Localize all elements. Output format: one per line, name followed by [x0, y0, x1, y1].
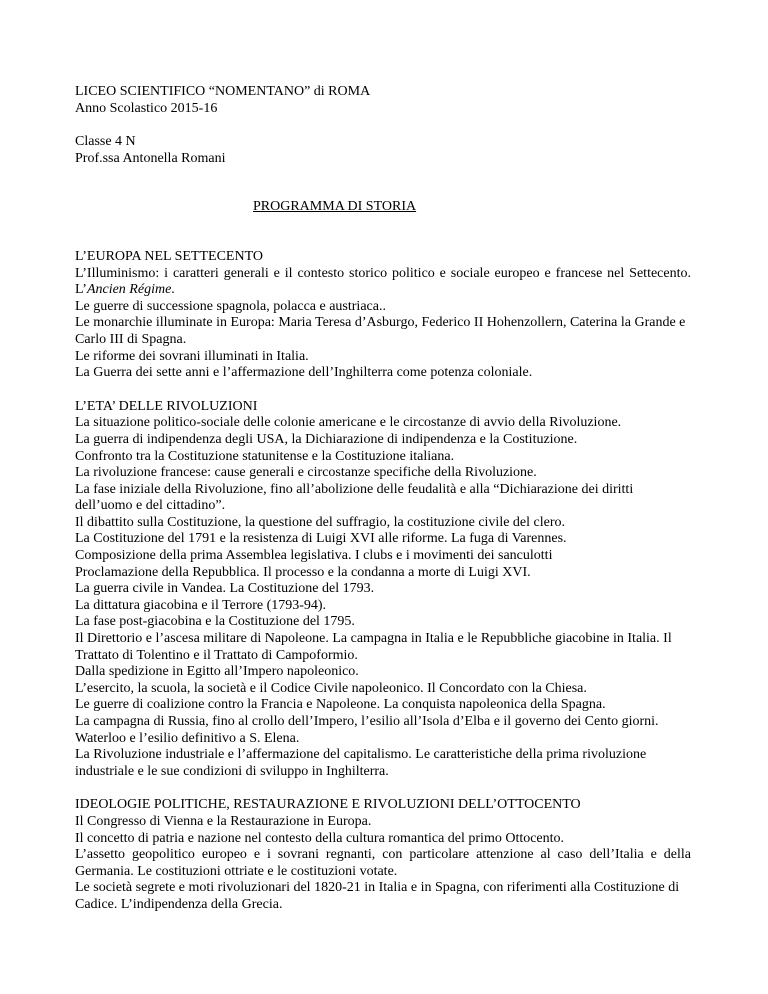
- paragraph: Composizione della prima Assemblea legislativa. I clubs e i movimenti dei sanculotti: [75, 548, 553, 564]
- emphasis-text: Ancien Régime: [86, 282, 172, 298]
- section-heading: IDEOLOGIE POLITICHE, RESTAURAZIONE E RIVOLUZIONI DELL’OTTOCENTO: [75, 797, 581, 813]
- section-heading: L’EUROPA NEL SETTECENTO: [75, 248, 263, 264]
- document-title: PROGRAMMA DI STORIA: [253, 199, 417, 215]
- paragraph: Il dibattito sulla Costituzione, la questione del suffragio, la costituzione civile del clero.: [75, 514, 566, 530]
- school-name: LICEO SCIENTIFICO “NOMENTANO” di ROMA: [75, 84, 371, 99]
- section-ideologie-ottocento: [75, 797, 691, 913]
- teacher-name: Prof.ssa Antonella Romani: [75, 150, 226, 166]
- section-heading: L’ETA’ DELLE RIVOLUZIONI: [75, 398, 258, 414]
- paragraph: Il Direttorio e l’ascesa militare di Napoleone. La campagna in Italia e le Repubbliche giacobine in Italia. Il Trattato di Tolentino e il Trattato di Campoformio.: [75, 631, 672, 663]
- paragraph: Il Congresso di Vienna e la Restaurazione in Europa.: [75, 813, 372, 829]
- paragraph: Dalla spedizione in Egitto all’Impero napoleonico.: [75, 664, 359, 680]
- document-header: [75, 84, 691, 167]
- section-eta-rivoluzioni: [75, 399, 691, 781]
- paragraph: La rivoluzione francese: cause generali e circostanze specifiche della Rivoluzione.: [75, 465, 537, 481]
- paragraph: La fase iniziale della Rivoluzione, fino all’abolizione delle feudalità e alla “Dichiarazione dei diritti dell’uomo e del cittadino”.: [75, 481, 634, 514]
- paragraph: La guerra di indipendenza degli USA, la Dichiarazione di indipendenza e la Costituzione.: [75, 431, 578, 447]
- paragraph: L’assetto geopolitico europeo e i sovrani regnanti, con particolare attenzione al caso dell’Italia e della Germania. Le costituzioni ottriate e le costituzioni votate.: [75, 847, 691, 879]
- paragraph: La campagna di Russia, fino al crollo dell’Impero, l’esilio all’Isola d’Elba e il governo dei Cento giorni. Waterloo e l’esilio definitivo a S. Elena.: [75, 714, 659, 746]
- document-page: [75, 84, 691, 931]
- school-year: Anno Scolastico 2015-16: [75, 100, 218, 116]
- class-name: Classe 4 N: [75, 134, 136, 150]
- paragraph: La dittatura giacobina e il Terrore (1793-94).: [75, 597, 327, 613]
- paragraph: La fase post-giacobina e la Costituzione del 1795.: [75, 614, 355, 630]
- paragraph: La situazione politico-sociale delle colonie americane e le circostanze di avvio della Rivoluzione.: [75, 415, 622, 431]
- paragraph: L’esercito, la scuola, la società e il Codice Civile napoleonico. Il Concordato con la Chiesa.: [75, 680, 587, 696]
- paragraph: Il concetto di patria e nazione nel contesto della cultura romantica del primo Ottocento.: [75, 830, 565, 846]
- paragraph: Le guerre di successione spagnola, polacca e austriaca..: [75, 298, 386, 314]
- paragraph: La Rivoluzione industriale e l’affermazione del capitalismo. Le caratteristiche della prima rivoluzione industriale e le sue condizioni di sviluppo in Inghilterra.: [75, 747, 647, 779]
- paragraph: Le riforme dei sovrani illuminati in Italia.: [75, 348, 309, 364]
- paragraph: La Guerra dei sette anni e l’affermazione dell’Inghilterra come potenza coloniale.: [75, 365, 533, 381]
- paragraph: Proclamazione della Repubblica. Il processo e la condanna a morte di Luigi XVI.: [75, 564, 531, 580]
- paragraph: La Costituzione del 1791 e la resistenza di Luigi XVI alle riforme. La fuga di Varennes.: [75, 531, 567, 547]
- paragraph: L’Illuminismo: i caratteri generali e il contesto storico politico e sociale europeo e francese nel Settecento. L’Ancien Régime.: [75, 265, 691, 298]
- paragraph: Le monarchie illuminate in Europa: Maria Teresa d’Asburgo, Federico II Hohenzollern, Caterina la Grande e Carlo III di Spagna.: [75, 315, 686, 347]
- section-europa-settecento: [75, 249, 691, 382]
- paragraph: Le guerre di coalizione contro la Francia e Napoleone. La conquista napoleonica della Spagna.: [75, 697, 606, 713]
- paragraph: La guerra civile in Vandea. La Costituzione del 1793.: [75, 581, 375, 597]
- paragraph: Le società segrete e moti rivoluzionari del 1820-21 in Italia e in Spagna, con riferimenti alla Costituzione di Cadice. L’indipendenza della Grecia.: [75, 880, 680, 912]
- paragraph: Confronto tra la Costituzione statunitense e la Costituzione italiana.: [75, 448, 455, 464]
